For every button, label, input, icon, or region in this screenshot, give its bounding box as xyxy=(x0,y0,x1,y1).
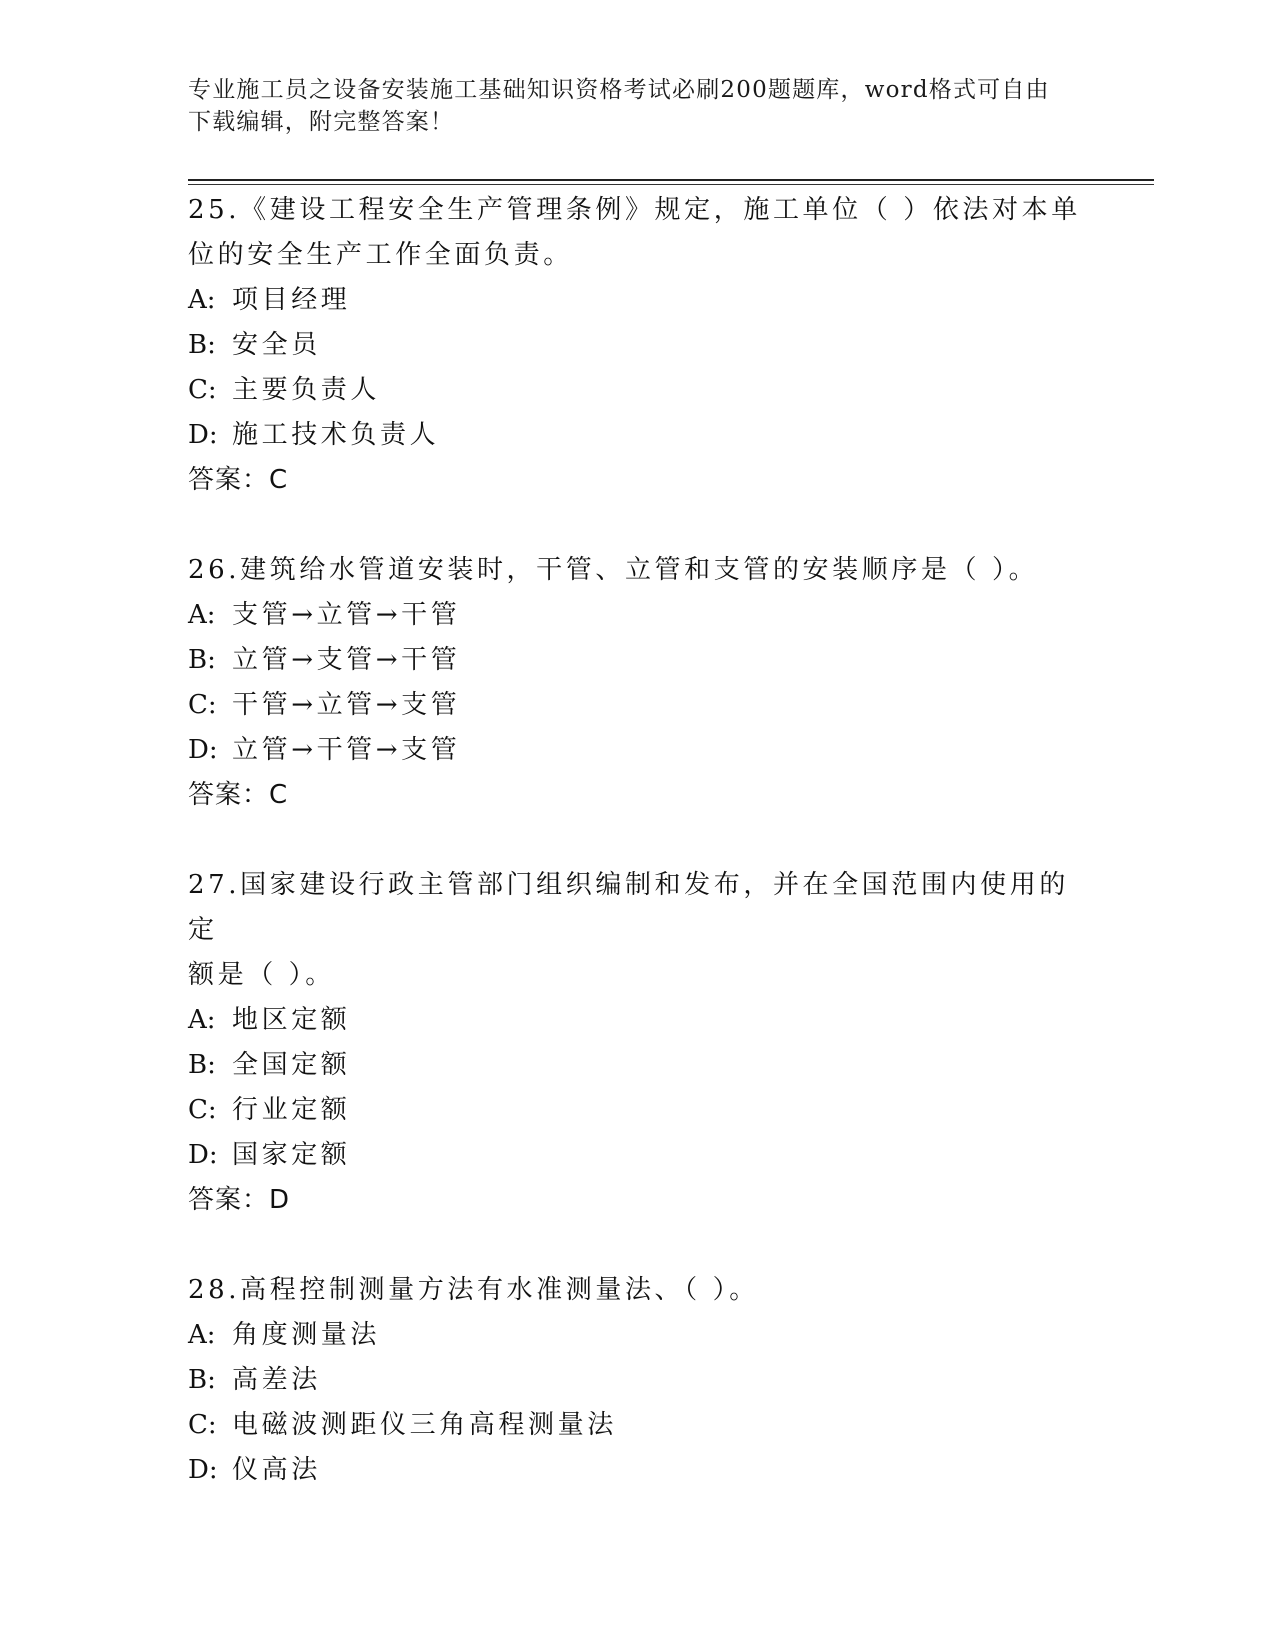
option-b xyxy=(188,638,1088,683)
question-text-line: 28.高程控制测量方法有水准测量法、（ ）。 xyxy=(188,1275,759,1305)
option-letter: B: xyxy=(188,1050,216,1080)
option-letter: D: xyxy=(188,1140,218,1170)
option-text: 项目经理 xyxy=(232,285,351,315)
option-text: 施工技术负责人 xyxy=(232,420,440,450)
option-text: 立管→干管→支管 xyxy=(232,735,461,765)
option-letter: C: xyxy=(188,375,217,405)
option-letter: B: xyxy=(188,645,216,675)
option-letter: D: xyxy=(188,1455,218,1485)
header-line-2: 下载编辑，附完整答案！ xyxy=(188,109,455,135)
question-list xyxy=(188,188,1088,1538)
option-letter: C: xyxy=(188,690,217,720)
answer-line: 答案：C xyxy=(188,465,289,495)
option-letter: B: xyxy=(188,1365,216,1395)
option-text: 仪高法 xyxy=(232,1455,321,1485)
question-27 xyxy=(188,863,1088,1223)
option-text: 支管→立管→干管 xyxy=(232,600,461,630)
option-a xyxy=(188,1313,1088,1358)
option-letter: A: xyxy=(188,1320,216,1350)
answer-line: 答案：C xyxy=(188,780,289,810)
header-line-1: 专业施工员之设备安装施工基础知识资格考试必刷200题题库，word格式可自由 xyxy=(188,77,1050,103)
question-text-line: 位的安全生产工作全面负责。 xyxy=(188,240,573,270)
option-letter: A: xyxy=(188,285,216,315)
option-letter: C: xyxy=(188,1095,217,1125)
option-letter: B: xyxy=(188,330,216,360)
option-b xyxy=(188,1043,1088,1088)
option-c xyxy=(188,683,1088,728)
header-divider-thick xyxy=(188,179,1154,181)
question-25 xyxy=(188,188,1088,503)
option-b xyxy=(188,323,1088,368)
option-text: 全国定额 xyxy=(232,1050,351,1080)
option-c xyxy=(188,1088,1088,1133)
question-text-line: 27.国家建设行政主管部门组织编制和发布，并在全国范围内使用的定 xyxy=(188,870,1069,945)
option-c xyxy=(188,1403,1088,1448)
document-header xyxy=(188,74,1088,138)
option-a xyxy=(188,278,1088,323)
option-d xyxy=(188,1133,1088,1178)
header-divider-thin xyxy=(188,184,1154,185)
option-text: 干管→立管→支管 xyxy=(232,690,461,720)
option-text: 行业定额 xyxy=(232,1095,351,1125)
option-letter: D: xyxy=(188,735,218,765)
option-text: 地区定额 xyxy=(232,1005,351,1035)
answer-line: 答案：D xyxy=(188,1185,291,1215)
option-letter: C: xyxy=(188,1410,217,1440)
option-a xyxy=(188,998,1088,1043)
question-text-line: 额是（ ）。 xyxy=(188,960,335,990)
option-letter: D: xyxy=(188,420,218,450)
option-text: 安全员 xyxy=(232,330,321,360)
option-d xyxy=(188,413,1088,458)
option-text: 高差法 xyxy=(232,1365,321,1395)
option-text: 国家定额 xyxy=(232,1140,351,1170)
option-text: 角度测量法 xyxy=(232,1320,381,1350)
option-d xyxy=(188,1448,1088,1493)
question-text-line: 25.《建设工程安全生产管理条例》规定，施工单位（ ）依法对本单 xyxy=(188,195,1081,225)
question-text-line: 26.建筑给水管道安装时，干管、立管和支管的安装顺序是（ ）。 xyxy=(188,555,1039,585)
option-letter: A: xyxy=(188,600,216,630)
option-c xyxy=(188,368,1088,413)
option-text: 主要负责人 xyxy=(232,375,381,405)
option-d xyxy=(188,728,1088,773)
question-28 xyxy=(188,1268,1088,1493)
option-letter: A: xyxy=(188,1005,216,1035)
option-text: 电磁波测距仪三角高程测量法 xyxy=(232,1410,617,1440)
option-text: 立管→支管→干管 xyxy=(232,645,461,675)
question-26 xyxy=(188,548,1088,818)
option-a xyxy=(188,593,1088,638)
option-b xyxy=(188,1358,1088,1403)
